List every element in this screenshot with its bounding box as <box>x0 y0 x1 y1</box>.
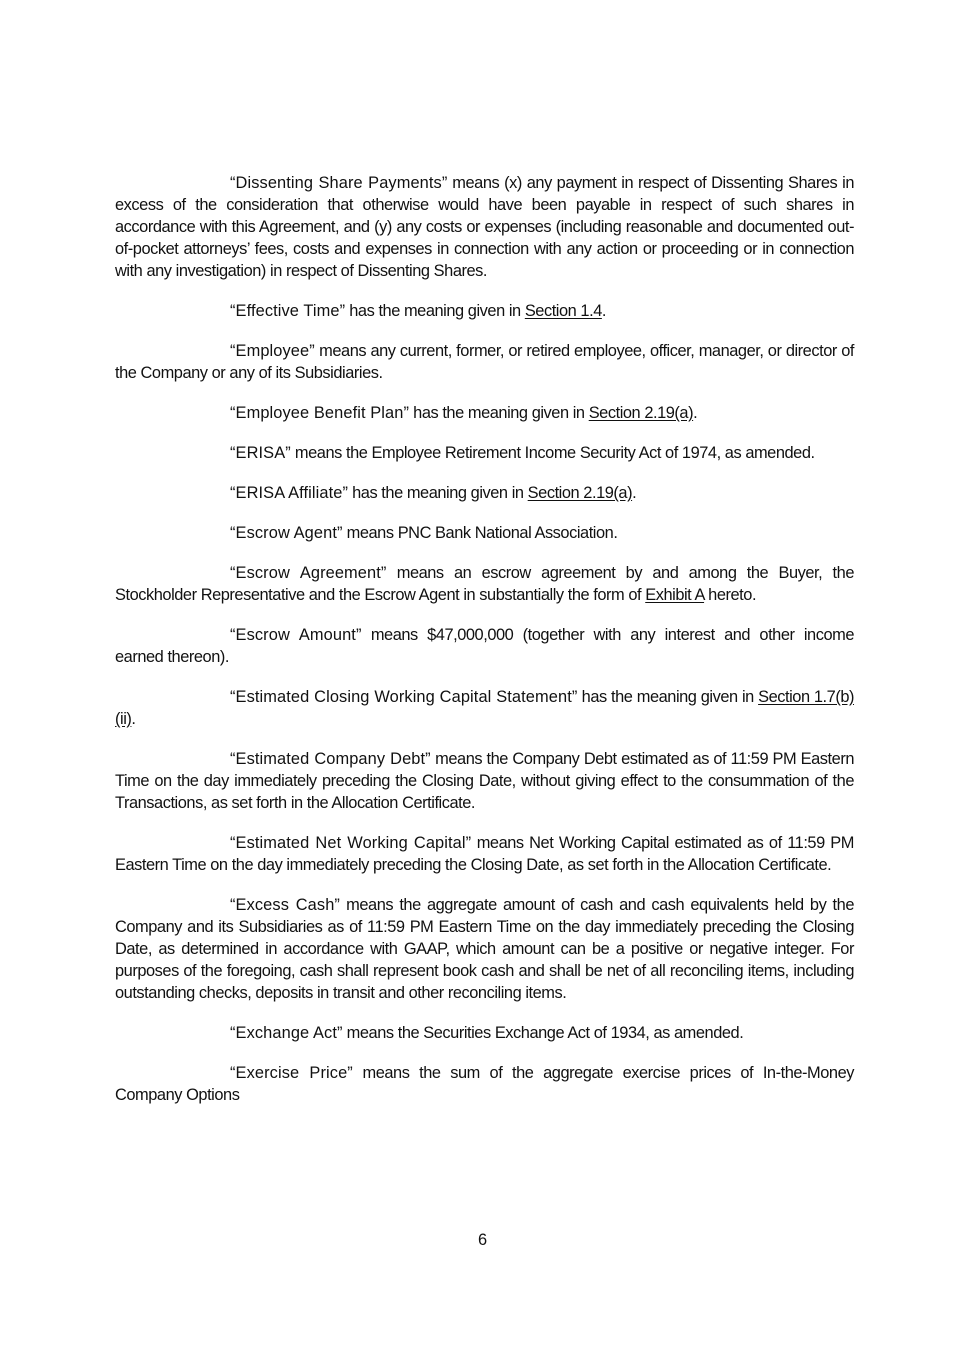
definition-erisa <box>115 442 854 464</box>
definition-dissenting-share-payments <box>115 172 854 282</box>
page-number: 6 <box>477 1231 488 1249</box>
definition-text: means the Employee Retirement Income Security Act of 1974, as amended. <box>290 444 815 462</box>
definition-text: has the meaning given in <box>345 302 525 320</box>
definition-text: has the meaning given in <box>348 484 528 502</box>
defined-term: “ERISA” <box>230 444 291 462</box>
defined-term: “Escrow Agreement” <box>230 564 387 582</box>
definition-excess-cash <box>115 894 854 1004</box>
section-reference: Section 2.19(a) <box>588 404 694 422</box>
definition-tail: . <box>632 484 637 502</box>
definition-exchange-act <box>115 1022 854 1044</box>
defined-term: “Exercise Price” <box>230 1064 353 1082</box>
definition-erisa-affiliate <box>115 482 854 504</box>
definition-estimated-company-debt <box>115 748 854 814</box>
section-reference: Section 2.19(a) <box>527 484 633 502</box>
definition-text: means Net Working Capital estimated as of 11:59 PM Eastern Time on the day immediately preceding the Closing Date, as set forth in the Allocation Certificate. <box>115 834 854 874</box>
definition-text: means $47,000,000 (together with any interest and other income earned thereon). <box>115 626 854 666</box>
document-page <box>115 172 854 1124</box>
section-reference: Section 1.4 <box>524 302 602 320</box>
definition-tail: . <box>131 710 136 728</box>
definition-text: means the Securities Exchange Act of 1934, as amended. <box>342 1024 744 1042</box>
definition-estimated-net-working-capital <box>115 832 854 876</box>
definition-exercise-price <box>115 1062 854 1106</box>
definition-effective-time <box>115 300 854 322</box>
defined-term: “Employee Benefit Plan” <box>230 404 410 422</box>
defined-term: “ERISA Affiliate” <box>230 484 349 502</box>
definition-escrow-agreement <box>115 562 854 606</box>
definition-text: means the aggregate amount of cash and cash equivalents held by the Company and its Subsidiaries as of 11:59 PM Eastern Time on the day immediately preceding the Closing Date, as determined in accordance with GAAP, which amount can be a positive or negative integer. For purposes of the foregoing, cash shall represent book cash and shall be net of all reconciling items, including outstanding checks, deposits in transit and other reconciling items. <box>115 896 854 1002</box>
defined-term: “Estimated Company Debt” <box>230 750 431 768</box>
definition-employee-benefit-plan <box>115 402 854 424</box>
defined-term: “Estimated Net Working Capital” <box>230 834 472 852</box>
defined-term: “Escrow Agent” <box>230 524 343 542</box>
definition-text: means any current, former, or retired employee, officer, manager, or director of the Company or any of its Subsidiaries. <box>115 342 854 382</box>
exhibit-reference: Exhibit A <box>645 586 705 604</box>
definition-text: means (x) any payment in respect of Dissenting Shares in excess of the consideration that otherwise would have been payable in respect of such shares in accordance with this Agreement, and (y) any costs or expenses (including reasonable and documented out-of-pocket attorneys’ fees, costs and expenses in connection with any action or proceeding or in connection with any investigation) in respect of Dissenting Shares. <box>115 174 854 280</box>
definition-estimated-closing-working-capital-statement <box>115 686 854 730</box>
definition-escrow-agent <box>115 522 854 544</box>
definition-tail: . <box>693 404 698 422</box>
defined-term: “Employee” <box>230 342 315 360</box>
definition-text: means an escrow agreement by and among the Buyer, the Stockholder Representative and the Escrow Agent in substantially the form of <box>115 564 854 604</box>
definition-text: has the meaning given in <box>577 688 759 706</box>
section-reference: Section 1.7(b)(ii) <box>115 688 855 728</box>
defined-term: “Estimated Closing Working Capital Statement” <box>230 688 578 706</box>
definition-text: has the meaning given in <box>409 404 589 422</box>
defined-term: “Dissenting Share Payments” <box>230 174 448 192</box>
definition-text: means PNC Bank National Association. <box>342 524 618 542</box>
defined-term: “Exchange Act” <box>230 1024 343 1042</box>
definition-escrow-amount <box>115 624 854 668</box>
definition-text: means the sum of the aggregate exercise prices of In-the-Money Company Options <box>115 1064 854 1104</box>
defined-term: “Escrow Amount” <box>230 626 362 644</box>
definition-tail: . <box>601 302 606 320</box>
defined-term: “Excess Cash” <box>230 896 340 914</box>
definition-employee <box>115 340 854 384</box>
defined-term: “Effective Time” <box>230 302 346 320</box>
definition-text: means the Company Debt estimated as of 11:59 PM Eastern Time on the day immediately preceding the Closing Date, without giving effect to the consummation of the Transactions, as set forth in the Allocation Certificate. <box>115 750 854 812</box>
definition-tail: hereto. <box>704 586 757 604</box>
